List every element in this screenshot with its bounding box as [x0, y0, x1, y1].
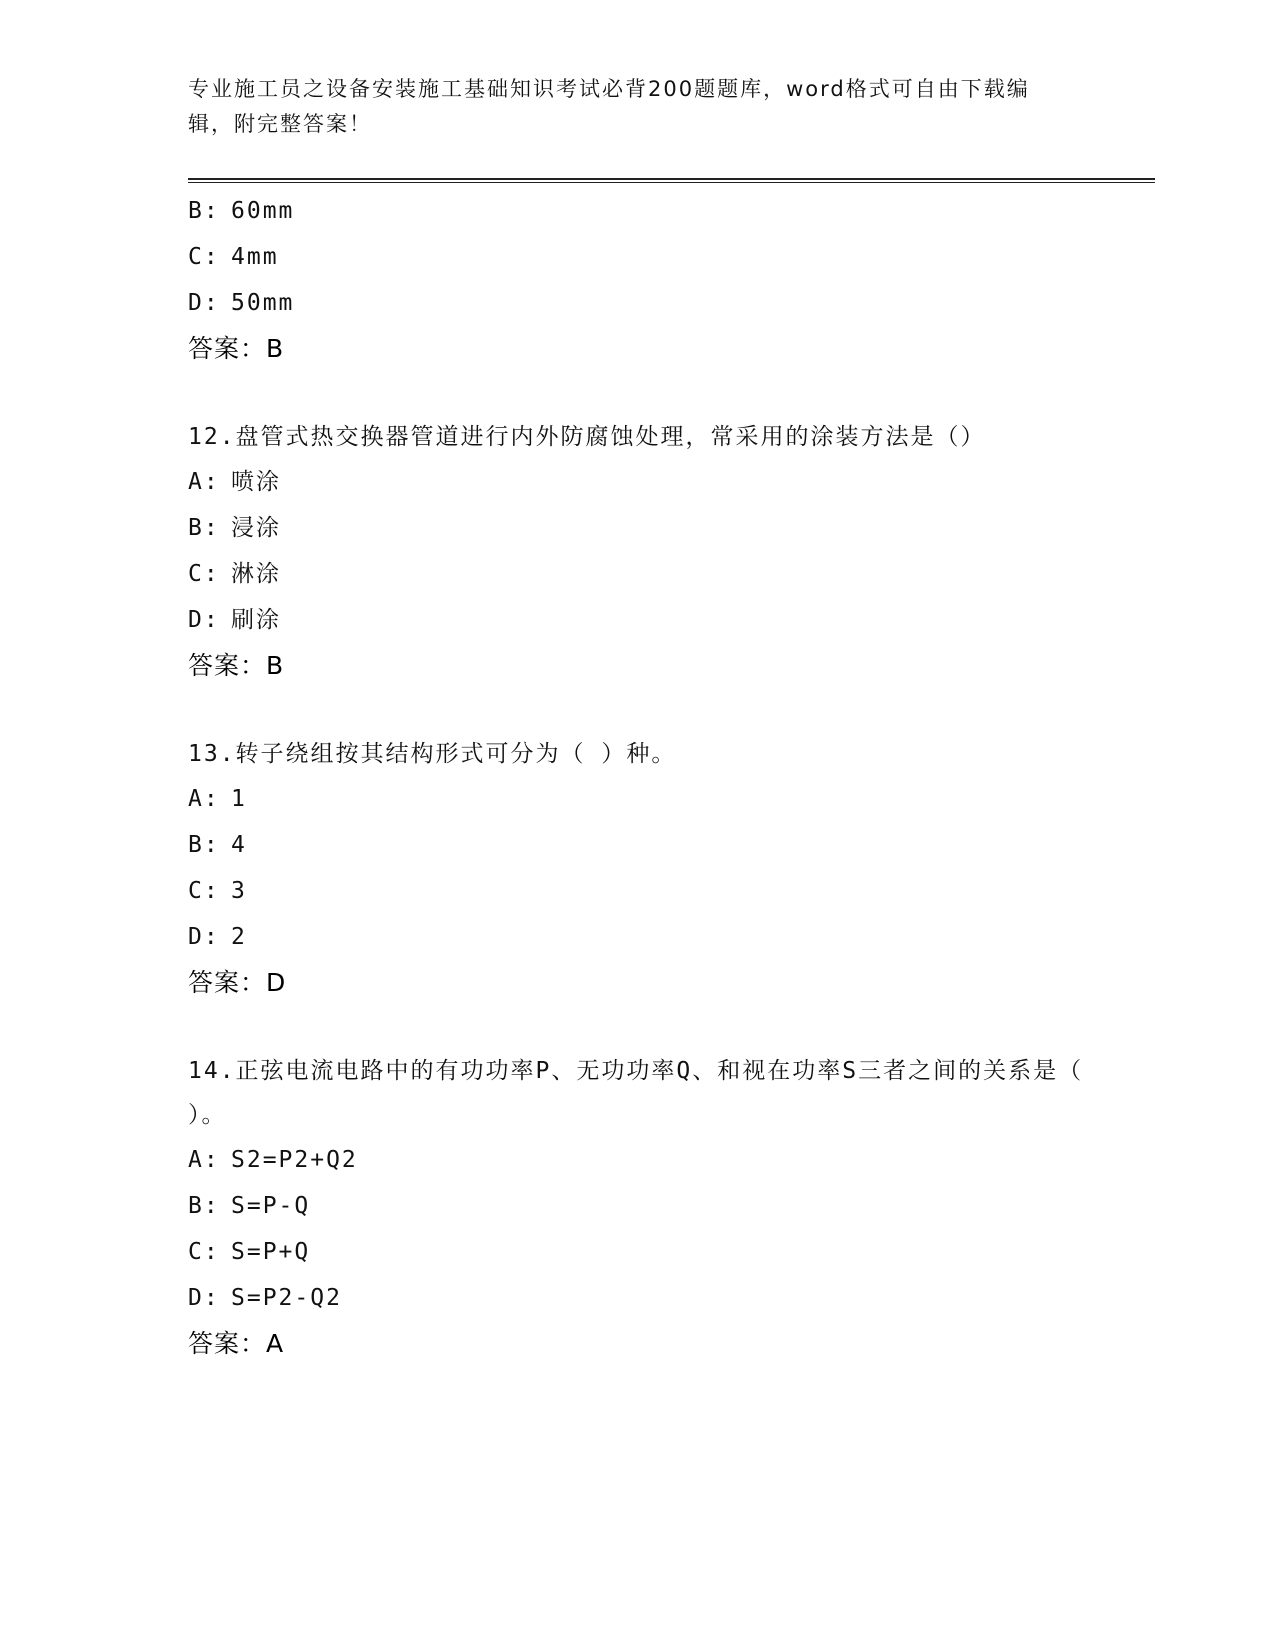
option-text: 淋涂 — [231, 561, 281, 587]
option-item — [188, 914, 1088, 960]
option-item — [188, 1183, 1088, 1229]
option-text: 4mm — [231, 244, 279, 270]
option-text: 喷涂 — [231, 469, 281, 495]
option-item — [188, 868, 1088, 914]
option-item — [188, 188, 1088, 234]
option-text: S=P2-Q2 — [231, 1285, 342, 1311]
option-key: C: — [188, 878, 220, 904]
option-item — [188, 1275, 1088, 1321]
question-text: 14.正弦电流电路中的有功功率P、无功功率Q、和视在功率S三者之间的关系是（ ）。 — [188, 1058, 1084, 1128]
option-item — [188, 459, 1088, 505]
option-text: 浸涂 — [231, 515, 281, 541]
option-key: B: — [188, 832, 220, 858]
option-key: C: — [188, 244, 220, 270]
option-text: 3 — [231, 878, 247, 904]
option-text: 刷涂 — [231, 607, 281, 633]
option-item — [188, 597, 1088, 643]
option-text: 60mm — [231, 198, 295, 224]
option-text: 50mm — [231, 290, 295, 316]
option-item — [188, 234, 1088, 280]
question-text: 12.盘管式热交换器管道进行内外防腐蚀处理，常采用的涂装方法是（） — [188, 424, 986, 450]
option-key: D: — [188, 290, 220, 316]
option-text: S=P-Q — [231, 1193, 311, 1219]
option-key: D: — [188, 1285, 220, 1311]
option-text: S2=P2+Q2 — [231, 1147, 358, 1173]
option-key: D: — [188, 607, 220, 633]
option-text: 2 — [231, 924, 247, 950]
option-key: B: — [188, 1193, 220, 1219]
document-header: 专业施工员之设备安装施工基础知识考试必背200题题库，word格式可自由下载编辑，附完整答案！ — [188, 77, 1030, 136]
option-item — [188, 1229, 1088, 1275]
option-text: 1 — [231, 786, 247, 812]
option-key: D: — [188, 924, 220, 950]
option-key: B: — [188, 515, 220, 541]
answer-line: 答案：B — [188, 334, 285, 363]
header-divider — [188, 178, 1155, 180]
option-text: 4 — [231, 832, 247, 858]
option-key: B: — [188, 198, 220, 224]
answer-line: 答案：D — [188, 968, 287, 997]
option-key: C: — [188, 1239, 220, 1265]
option-text: S=P+Q — [231, 1239, 311, 1265]
option-item — [188, 280, 1088, 326]
question-text: 13.转子绕组按其结构形式可分为（ ）种。 — [188, 741, 677, 767]
option-item — [188, 1137, 1088, 1183]
option-item — [188, 776, 1088, 822]
option-item — [188, 551, 1088, 597]
header-divider-thin — [188, 182, 1155, 183]
option-key: A: — [188, 469, 220, 495]
answer-line: 答案：A — [188, 1329, 285, 1358]
option-key: A: — [188, 786, 220, 812]
option-item — [188, 822, 1088, 868]
answer-line: 答案：B — [188, 651, 285, 680]
option-item — [188, 505, 1088, 551]
question-list — [188, 188, 1088, 1367]
option-key: C: — [188, 561, 220, 587]
option-key: A: — [188, 1147, 220, 1173]
